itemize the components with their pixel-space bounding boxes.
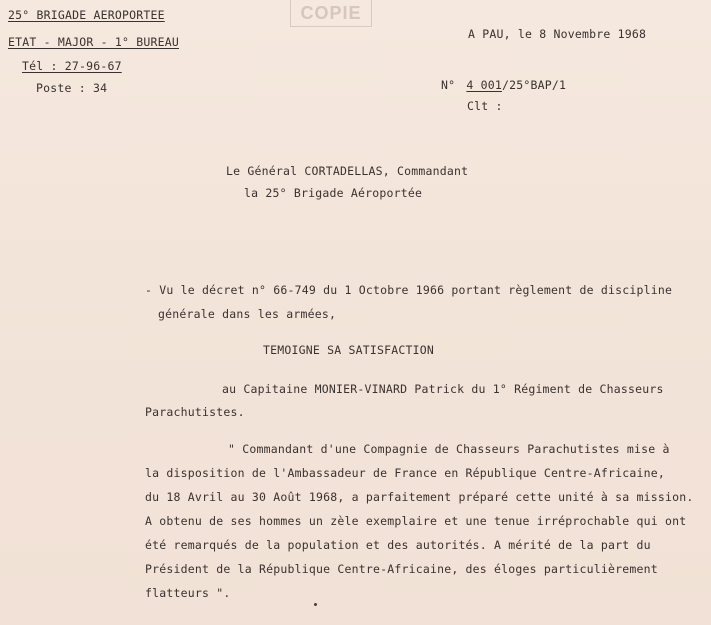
- decree-line-1: - Vu le décret n° 66-749 du 1 Octobre 1966 portant règlement de discipline: [145, 283, 673, 297]
- decree-line-2: générale dans les armées,: [158, 307, 337, 321]
- citation-line: été remarqués de la population et des autorités. A mérité de la part du: [145, 538, 651, 552]
- reference-value: 4 001: [466, 78, 502, 92]
- header-unit: 25° BRIGADE AEROPORTEE: [8, 8, 165, 22]
- satisfaction-heading: TEMOIGNE SA SATISFACTION: [263, 343, 434, 357]
- citation-line: du 18 Avril au 30 Août 1968, a parfaitement préparé cette unité à sa mission.: [145, 490, 694, 504]
- citation-line: " Commandant d'une Compagnie de Chasseurs Parachutistes mise à: [228, 442, 670, 456]
- reference-suffix: /25°BAP/1: [502, 78, 567, 92]
- ink-dot: [314, 603, 317, 606]
- header-phone: Tél : 27-96-67: [22, 59, 122, 73]
- citation-line: flatteurs ".: [145, 586, 231, 600]
- header-extension: Poste : 34: [36, 81, 108, 95]
- author-line-1: Le Général CORTADELLAS, Commandant: [226, 164, 469, 178]
- author-line-2: la 25° Brigade Aéroportée: [244, 186, 423, 200]
- citation-line: A obtenu de ses hommes un zèle exemplaire et une tenue irréprochable qui ont: [145, 514, 687, 528]
- recipient-line-2: Parachutistes.: [145, 405, 245, 419]
- recipient-line-1: au Capitaine MONIER-VINARD Patrick du 1° Régiment de Chasseurs: [222, 382, 664, 396]
- header-staff: ETAT - MAJOR - 1° BUREAU: [8, 35, 179, 49]
- clt-line: Clt :: [467, 99, 503, 113]
- citation-line: Président de la République Centre-Africaine, des éloges particulièrement: [145, 562, 658, 576]
- reference-prefix: N°: [441, 78, 456, 92]
- citation-line: la disposition de l'Ambassadeur de France en République Centre-Africaine,: [145, 466, 666, 480]
- place-date: A PAU, le 8 Novembre 1968: [468, 27, 647, 41]
- reference-number: [441, 78, 566, 92]
- copy-stamp: COPIE: [290, 0, 372, 27]
